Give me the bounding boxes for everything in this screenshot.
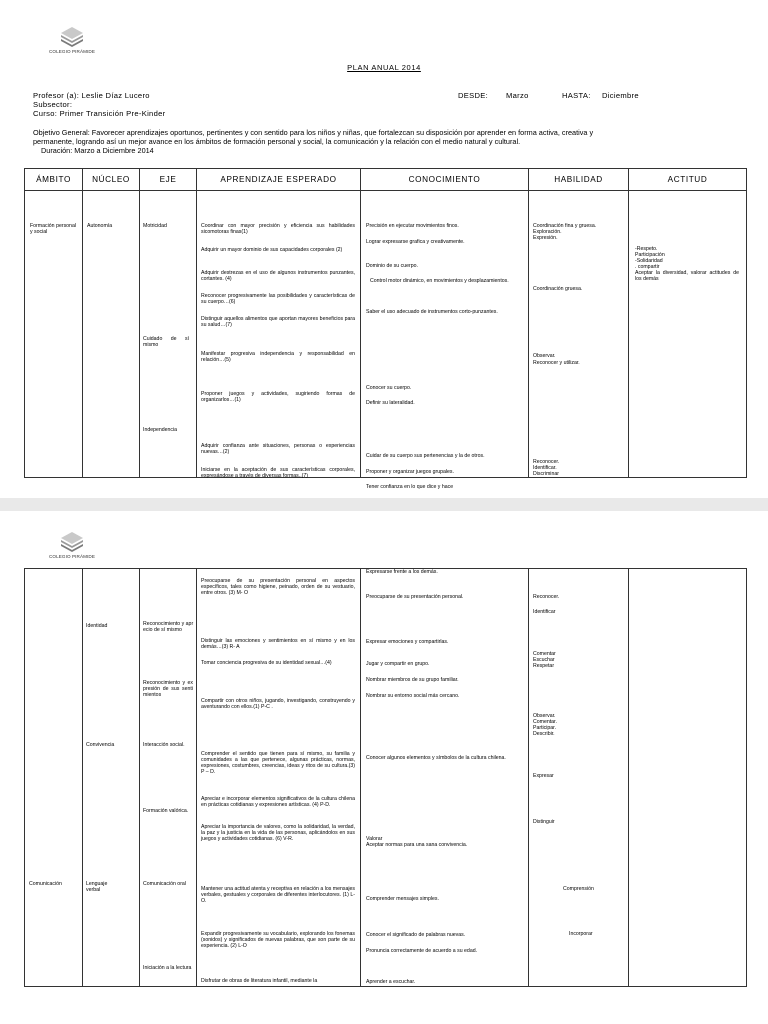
conocimiento-text: Expresarse frente a los demás. [366, 569, 438, 575]
eje-text: Independencia [143, 427, 178, 433]
eje-text: Cuidado de sí mismo [143, 336, 189, 349]
plan-table-1 [24, 168, 747, 490]
table-row [25, 569, 747, 987]
habilidad-text: Distinguir [533, 819, 555, 825]
conocimiento-text: Pronuncia correctamente de acuerdo a su edad. [366, 948, 478, 954]
aprendizaje-text: Adquirir destrezas en el uso de algunos instrumentos punzantes, cortantes. (4) [201, 270, 355, 283]
school-logo [40, 26, 104, 54]
duracion-line: Duración: Marzo a Diciembre 2014 [41, 146, 154, 156]
ambito-text: Formación personal y social [30, 223, 76, 236]
habilidad-text: Respetar [533, 663, 555, 669]
objetivo-line-2: permanente, logrando así un mejor avance en los ámbitos de formación personal y social, la comunicación y la relación con el medio natural y cultural. [33, 137, 521, 147]
habilidad-text: Expresar [533, 773, 554, 779]
page-title: PLAN ANUAL 2014 [347, 63, 421, 72]
conocimiento-text: Preocuparse de su presentación personal. [366, 594, 464, 600]
conocimiento-cell [361, 569, 529, 987]
conocimiento-text: Jugar y compartir en grupo. [366, 661, 430, 667]
habilidad-cell [529, 191, 629, 478]
conocimiento-text: Precisión en ejecutar movimientos finos. [366, 223, 459, 229]
habilidad-cell [529, 569, 629, 987]
habilidad-text: Identificar [533, 609, 556, 615]
habilidad-text: Reconocer. [533, 594, 560, 600]
nucleo-cell [83, 191, 140, 478]
aprendizaje-text: Comprender el sentido que tienen para sí mismo, su familia y comunidades a las que pertenece, algunas prácticas, normas, expresiones, costumbres, creencias, ideas y ritos de su cultura.(3) P – D. [201, 751, 355, 776]
pyramid-logo-icon [58, 26, 86, 48]
habilidad-text: Comentar [533, 651, 556, 657]
habilidad-text: Incorporar [569, 931, 593, 937]
habilidad-text: Escuchar [533, 657, 555, 663]
eje-text: Reconocimiento y aprecio de sí mismo [143, 621, 194, 634]
aprendizaje-text: Disfrutar de obras de literatura infantil, mediante la [201, 978, 318, 984]
actitud-text: -Solidaridad [635, 258, 663, 264]
aprendizaje-text: Iniciarse en la aceptación de sus características corporales, expresándose a través de diversas formas..(7) [201, 467, 355, 480]
ambito-cell [25, 191, 83, 478]
conocimiento-text: Conocer el significado de palabras nuevas. [366, 932, 466, 938]
habilidad-text: Participar. [533, 725, 557, 731]
habilidad-text: Reconocer y utilizar. [533, 360, 580, 366]
habilidad-text: Reconocer. [533, 459, 560, 465]
header-eje: EJE [140, 169, 197, 191]
hasta-label: HASTA: [562, 91, 591, 100]
document-page-1 [0, 0, 768, 498]
aprendizaje-text: Distinguir las emociones y sentimientos en sí mismo y en los demás…(3) R- A [201, 638, 355, 651]
nucleo-cell [83, 569, 140, 987]
aprendizaje-text: Compartir con otros niños, jugando, investigando, construyendo y aventurando con ellos.(1) P-C . [201, 698, 355, 711]
habilidad-text: Identificar. [533, 465, 557, 471]
habilidad-text: Coordinación fina y gruesa. [533, 223, 597, 229]
desde-label: DESDE: [458, 91, 489, 100]
aprendizaje-text: Proponer juegos y actividades, sugiriendo formas de organizarlos…(1) [201, 391, 355, 404]
eje-cell [140, 569, 197, 987]
actitud-text: Participación [635, 252, 665, 258]
conocimiento-text: Dominio de su cuerpo. [366, 263, 418, 269]
conocimiento-text: Aceptar normas para una sana convivencia. [366, 842, 468, 848]
habilidad-text: Discriminar [533, 471, 559, 477]
header-aprendizaje: APRENDIZAJE ESPERADO [197, 169, 361, 191]
ambito-cell [25, 569, 83, 987]
conocimiento-text: Conocer algunos elementos y símbolos de la cultura chilena. [366, 755, 506, 761]
aprendizaje-text: Tomar conciencia progresiva de su identidad sexual…(4) [201, 660, 332, 666]
aprendizaje-text: Reconocer progresivamente las posibilidades y características de su cuerpo…(6) [201, 293, 355, 306]
conocimiento-text: Cuidar de su cuerpo sus pertenencias y la de otros. [366, 453, 485, 459]
conocimiento-cell [361, 191, 529, 490]
eje-text: Reconocimiento y expresión de sus sentimientos [143, 680, 193, 699]
plan-table-2 [24, 568, 747, 987]
conocimiento-text: Saber el uso adecuado de instrumentos corto-punzantes. [366, 309, 498, 315]
habilidad-text: Describir. [533, 731, 555, 737]
aprendizaje-text: Expandir progresivamente su vocabulario, explorando los fonemas (sonidos) y significados de nuevas palabras, que son parte de su experiencia. (2) L-O [201, 931, 355, 950]
hasta-value: Diciembre [602, 91, 639, 100]
nucleo-text: Identidad [86, 623, 108, 629]
curso-line: Curso: Primer Transición Pre-Kinder [33, 109, 166, 118]
header-habilidad: HABILIDAD [529, 169, 629, 191]
aprendizaje-text: Apreciar la importancia de valores, como la solidaridad, la verdad, la paz y la justicia en la vida de las personas, aplicándolos en sus juegos y actividades cotidianas. (6) V-R. [201, 824, 355, 843]
habilidad-text: Observar. [533, 353, 556, 359]
aprendizaje-text: Apreciar e incorporar elementos significativos de la cultura chilena en prácticas cotidianas y expresiones artísticas. (4) P-D. [201, 796, 355, 809]
conocimiento-text: Control motor dinámico, en movimientos y desplazamientos. [370, 278, 509, 284]
nucleo-text: Lenguaje verbal [86, 881, 108, 894]
conocimiento-text: Aprender a escuchar. [366, 979, 416, 985]
habilidad-text: Observar. [533, 713, 556, 719]
eje-text: Interacción social. [143, 742, 185, 748]
aprendizaje-text: Adquirir un mayor dominio de sus capacidades corporales (2) [201, 247, 343, 253]
desde-value: Marzo [506, 91, 529, 100]
header-actitud: ACTITUD [629, 169, 747, 191]
aprendizaje-text: Manifestar progresiva independencia y responsabilidad en relación…(5) [201, 351, 355, 364]
ambito-text: Comunicación [29, 881, 62, 887]
document-page-2 [0, 511, 768, 1024]
header-ambito: ÁMBITO [25, 169, 83, 191]
nucleo-text: Autonomía [87, 223, 113, 229]
actitud-cell [629, 191, 747, 478]
actitud-text: . compartir [635, 264, 660, 270]
eje-text: Iniciación a la lectura [143, 965, 192, 971]
aprendizaje-cell [197, 569, 361, 987]
conocimiento-text: Expresar emociones y compartirlas. [366, 639, 449, 645]
conocimiento-text: Tener confianza en lo que dice y hace [366, 484, 454, 490]
aprendizaje-text: Adquirir confianza ante situaciones, personas o experiencias nuevas…(2) [201, 443, 355, 456]
header-conocimiento: CONOCIMIENTO [361, 169, 529, 191]
eje-text: Motricidad [143, 223, 167, 229]
conocimiento-text: Definir su lateralidad. [366, 400, 415, 406]
school-logo [40, 531, 104, 559]
conocimiento-text: Conocer su cuerpo. [366, 385, 412, 391]
subsector-line: Subsector: [33, 100, 73, 109]
aprendizaje-text: Coordinar con mayor precisión y eficiencia sus habilidades sicomotoras finas(1) [201, 223, 355, 236]
habilidad-text: Expresión. [533, 235, 558, 241]
conocimiento-text: Nombrar miembros de su grupo familiar. [366, 677, 459, 683]
habilidad-text: Comentar. [533, 719, 557, 725]
logo-text: COLEGIO PIRÁMIDE [48, 49, 95, 54]
eje-text: Comunicación oral [143, 881, 186, 887]
header-nucleo: NÚCLEO [83, 169, 140, 191]
aprendizaje-cell [197, 191, 361, 478]
conocimiento-text: Lograr expresarse grafica y creativamente. [366, 239, 465, 245]
pyramid-logo-icon [58, 531, 86, 553]
eje-cell [140, 191, 197, 478]
eje-text: Formación valórica. [143, 808, 189, 814]
actitud-cell [629, 569, 747, 987]
conocimiento-text: Nombrar su entorno social más cercano. [366, 693, 460, 699]
conocimiento-text: Proponer y organizar juegos grupales. [366, 469, 454, 475]
table-row [25, 191, 747, 478]
habilidad-text: Coordinación gruesa. [533, 286, 583, 292]
habilidad-text: Comprensión [563, 886, 594, 892]
conocimiento-text: Comprender mensajes simples. [366, 896, 439, 902]
objetivo-general [33, 128, 733, 156]
nucleo-text: Convivencia [86, 742, 115, 748]
actitud-text: -Respeto. [635, 246, 658, 252]
conocimiento-text: Valorar [366, 836, 383, 842]
habilidad-text: Exploración. [533, 229, 562, 235]
actitud-text: Aceptar la diversidad, valorar actitudes de los demás [635, 270, 739, 283]
aprendizaje-text: Mantener una actitud atenta y receptiva en relación a los mensajes verbales, gestuales y corporales de diferentes interlocutores. (1) L-O. [201, 886, 355, 905]
logo-text: COLEGIO PIRÁMIDE [48, 554, 95, 559]
table-header-row [25, 169, 747, 191]
objetivo-line-1: Objetivo General: Favorecer aprendizajes oportunos, pertinentes y con sentido para los niños y niñas, que fortalezcan su disposición por aprender en forma activa, creativa y [33, 128, 594, 137]
aprendizaje-text: Preocuparse de su presentación personal en aspectos específicos, tales como higiene, peinado, orden de su vestuario, entre otros. (3) M- O [201, 578, 355, 597]
aprendizaje-text: Distinguir aquellos alimentos que aportan mayores beneficios para su salud…(7) [201, 316, 355, 329]
profesor-line: Profesor (a): Leslie Díaz Lucero [33, 91, 150, 100]
